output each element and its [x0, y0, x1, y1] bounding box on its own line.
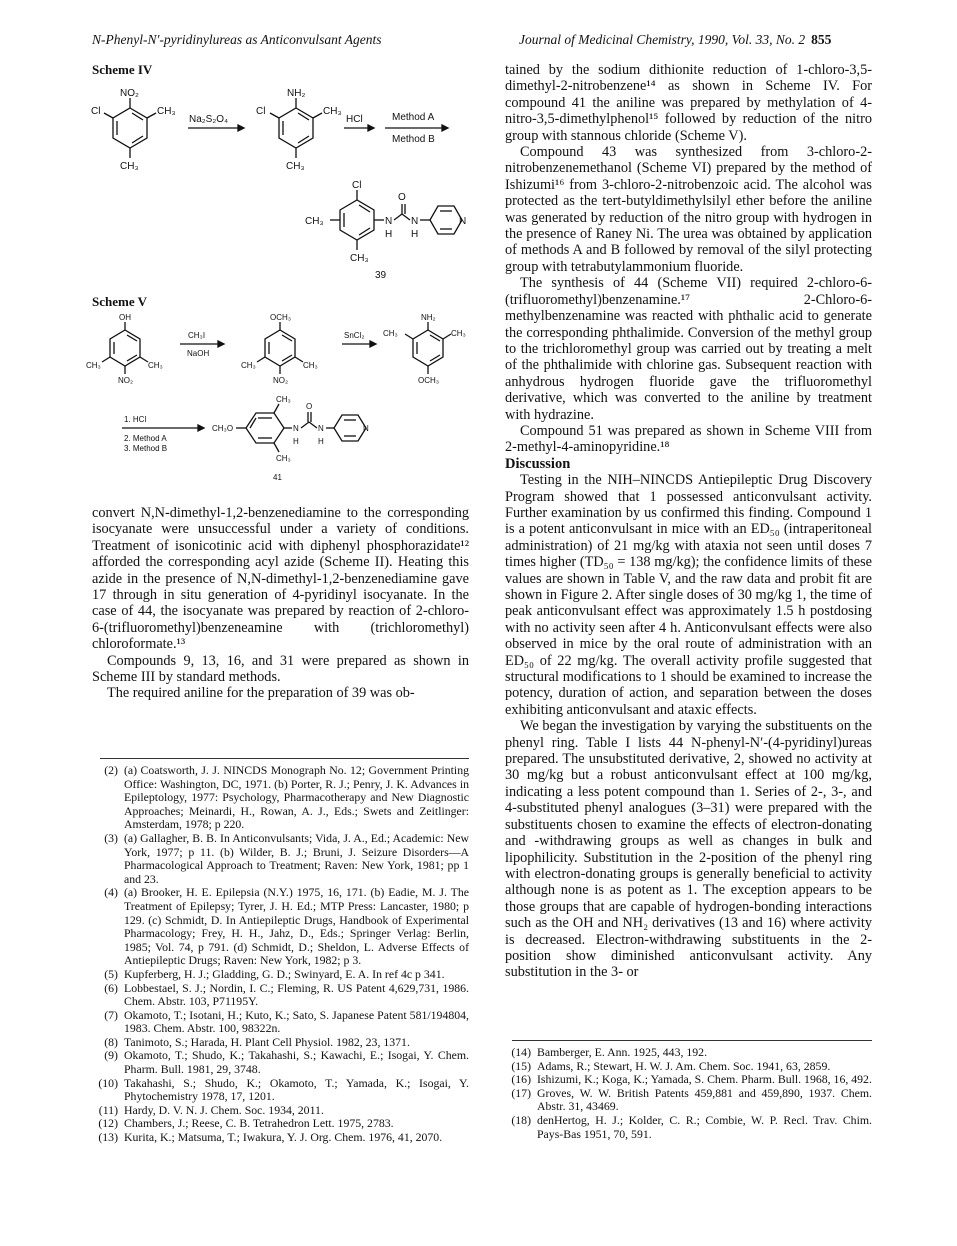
ch3-label-v8: CH₃ [276, 454, 291, 463]
reference: (2) (a) Coatsworth, J. J. NINCDS Monograph No. 12; Government Printing Office: Washington, DC, 1971. (b) Porter, R. J.; Penry, J. K. Advances in Epileptology, 1977: Psychology, Pharmacotherapy and New Diagnostic Approaches; Meinardi, H., Rowan, A. J., Eds.; Swets and Zeitlinger: Amsterdam, 1978; p 220. [104, 763, 469, 832]
reference: (14) Bamberger, E. Ann. 1925, 443, 192. [511, 1045, 708, 1059]
reference: (7) Okamoto, T.; Isotani, H.; Kuto, K.; Sato, S. Japanese Patent 581/194804, 1983. Chem. Abstr. 100, 98322n. [104, 1007, 469, 1036]
compound-41: 41 [273, 473, 282, 482]
reference: (17) Groves, W. W. British Patents 459,881 and 459,890, 1937. Chem. Abstr. 31, 43469. [511, 1085, 872, 1114]
method-b-label: Method B [392, 134, 435, 145]
ch3-label-v3: CH₃ [241, 361, 256, 370]
reagent-ch3i: CH₃I [188, 331, 206, 340]
reference: (16) Ishizumi, K.; Koga, K.; Yamada, S. Chem. Pharm. Bull. 1968, 16, 492. [511, 1072, 872, 1087]
right-paragraph-3: The synthesis of 44 (Scheme VII) required 2-chloro-6-(trifluoromethyl)benzenamine.¹⁷ 2-Chloro-6-methylbenzenamine was reacted with phthalic acid to generate the corresponding phthalimide. Conversion of the methyl group to the trichloromethyl group was carried out by treating a melt of the phthalimide with chlorine gas. Subsequent reaction with anhydrous hydrogen fluoride gave the trifluoromethyl derivative, which was converted to the aniline by treatment with hydrazine. [505, 275, 872, 423]
reagent-naoh: NaOH [187, 349, 210, 358]
left-footnote-rule [100, 758, 469, 759]
reference: (11) Hardy, D. V. N. J. Chem. Soc. 1934, 2011. [98, 1102, 324, 1117]
left-paragraph-2: Compounds 9, 13, 16, and 31 were prepared as shown in Scheme III by standard methods. [92, 652, 469, 686]
n-label-3: N [459, 216, 467, 227]
n-label-v3: N [363, 424, 369, 433]
benzene-ring-1 [113, 108, 147, 148]
benzene-ring-2 [279, 108, 313, 148]
ch3o-label: CH₃O [212, 424, 234, 433]
scheme-iv-diagram [80, 80, 480, 280]
h-label-2: H [411, 229, 419, 240]
compound-39: 39 [375, 270, 387, 281]
scheme-v-diagram [80, 308, 480, 488]
reagent-hcl: HCl [346, 114, 363, 125]
ch3-label: CH₃ [157, 106, 176, 117]
h-label-v2: H [318, 437, 324, 446]
reference: (18) denHertog, H. J.; Kolder, C. R.; Combie, W. P. Recl. Trav. Chim. Pays-Bas 1951, 70, 591. [511, 1112, 872, 1141]
left-paragraph-3: The required aniline for the preparation of 39 was ob- [107, 685, 415, 702]
pyridine-ring [430, 206, 462, 234]
journal-citation [519, 32, 831, 48]
n-label-v: N [293, 424, 299, 433]
oh-label: OH [119, 313, 131, 322]
no2-label: NO₂ [120, 88, 139, 99]
reagent-sncl2: SnCl₂ [344, 331, 365, 340]
method-a-label: Method A [392, 112, 435, 123]
ch3-label-v7: CH₃ [276, 395, 291, 404]
h-label-v: H [293, 437, 299, 446]
o-label: O [398, 192, 406, 203]
reference: (5) Kupferberg, H. J.; Gladding, G. D.; Swinyard, E. A. In ref 4c p 341. [104, 966, 445, 981]
no2-label-v2: NO₂ [273, 376, 289, 385]
ch3-label-v5: CH₃ [383, 329, 398, 338]
reference: (12) Chambers, J.; Reese, C. B. Tetrahedron Lett. 1975, 2783. [98, 1116, 394, 1131]
step2-method-a: 2. Method A [124, 434, 167, 443]
running-title: N-Phenyl-N′-pyridinylureas as Anticonvulsant Agents [92, 32, 382, 47]
cl-label: Cl [91, 106, 101, 117]
cl-label-2: Cl [256, 106, 266, 117]
benzene-ring-3 [340, 200, 374, 240]
ch3-label-v2: CH₃ [148, 361, 163, 370]
right-paragraph-2: Compound 43 was synthesized from 3-chloro-2-nitrobenzenemethanol (Scheme VI) prepared by the method of Ishizumi¹⁶ from 3-chloro-2-nitrobenzoic acid. The alcohol was protected as the tert-butyldimethylsilyl ether before the aniline was generated by reduction of the nitro group with hydrogen in the presence of Raney Ni. The urea was obtained by application of methods A and B followed by removal of the silyl protecting group with tetrabutylammonium fluoride. [505, 144, 872, 275]
n-label-2: N [411, 216, 419, 227]
n-label: N [385, 216, 393, 227]
ch3-label-3: CH₃ [323, 106, 342, 117]
journal-name: Journal of Medicinal Chemistry, 1990, Vol. 33, No. 2 [519, 32, 806, 47]
och3-label-v2: OCH₃ [418, 376, 440, 385]
ch3-label-2: CH₃ [120, 161, 139, 172]
reference: (3) (a) Gallagher, B. B. In Anticonvulsants; Vida, J. A., Ed.; Academic: New York, 1977; p 11. (b) Wilder, B. J.; Bruni, J. Seizure Disorders—A Pharmacological Approach to Treatment; Raven: New York, 1981; pp 1 and 23. [104, 830, 469, 886]
n-label-v2: N [318, 424, 324, 433]
left-column-text [92, 505, 469, 702]
scheme-v-title: Scheme V [92, 294, 148, 309]
reference: (4) (a) Brooker, H. E. Epilepsia (N.Y.) 1975, 16, 171. (b) Eadie, M. J. The Treatment of Epilepsy; Tyrer, J. H. Ed.; MTP Press: Lancaster, 1980; p 129. (c) Schmidt, D. In Antiepileptic Drugs, Handbook of Experimental Pharmacology; Frey, H. H., Jahz, D., Eds.; Springer Verlag: Berlin, 1985; Vol. 74, p 791. (d) Schmidt, D.; Sheldon, L. Adverse Effects of Antiepileptic Drugs; Raven: New York, 1982; p 3. [104, 885, 469, 968]
right-paragraph-1: tained by the sodium dithionite reduction of 1-chloro-3,5-dimethyl-2-nitrobenzene¹⁴ as shown in Scheme IV. For compound 41 the aniline was prepared by methylation of 4-nitro-3,5-dimethylphenol¹⁵ followed by reduction of the nitro group with stannous chloride (Scheme V). [505, 62, 872, 144]
cl-label-3: Cl [352, 180, 362, 191]
reference: (6) Lobbestael, S. J.; Nordin, I. C.; Fleming, R. US Patent 4,629,731, 1986. Chem. Abstr. 103, P71195Y. [104, 980, 469, 1009]
step1-hcl: 1. HCl [124, 415, 147, 424]
step3-method-b: 3. Method B [124, 444, 168, 453]
page-number: 855 [811, 32, 832, 47]
ch3-label-4: CH₃ [286, 161, 305, 172]
ch3-label-6: CH₃ [305, 216, 324, 227]
h-label: H [385, 229, 393, 240]
reference: (8) Tanimoto, S.; Harada, H. Plant Cell Physiol. 1982, 23, 1371. [104, 1034, 410, 1049]
reference: (9) Okamoto, T.; Shudo, K.; Takahashi, S.; Kawachi, E.; Isogai, Y. Chem. Pharm. Bull. 1981, 29, 3748. [104, 1048, 469, 1077]
ch3-label-v1: CH₃ [86, 361, 101, 370]
reagent-na2s2o4: Na₂S₂O₄ [189, 114, 229, 125]
reference: (15) Adams, R.; Stewart, H. W. J. Am. Chem. Soc. 1941, 63, 2859. [511, 1058, 831, 1073]
o-label-v: O [306, 402, 313, 411]
right-paragraph-4: Compound 51 was prepared as shown in Scheme VIII from 2-methyl-4-aminopyridine.¹⁸ [505, 422, 872, 456]
discussion-heading: Discussion [505, 455, 571, 472]
right-paragraph-5: Testing in the NIH–NINCDS Antiepileptic Drug Discovery Program showed that 1 possessed anticonvulsant activity. Further examination by us confirmed this finding. Compound 1 is a potent anticonvulsant in mice with an ED₅₀ (intraperitoneal administration) of 21 mg/kg with ataxia not seen until doses 7 times higher (TD₅₀ = 138 mg/kg); the confidence limits of these values are shown in Table V, and the raw data and probit fit are shown in Figure 2. After single doses of 30 mg/kg 1, the time of peak anticonvulsant effect was approximately 1.5 h postdosing with no activity seen after 4 h. Anticonvulsant effects were also observed in mice by the oral route of administration with an ED₅₀ of 22 mg/kg. The overall activity profile suggested that structural modifications to 1 should be examined to increase the potency, duration of action, and separation between the doses exhibiting anticonvulsant and ataxic effects. [505, 472, 872, 718]
reference: (10) Takahashi, S.; Shudo, K.; Okamoto, T.; Yamada, K.; Isogai, Y. Phytochemistry 1978, 17, 1201. [98, 1075, 469, 1104]
no2-label-v: NO₂ [118, 376, 134, 385]
ch3-label-5: CH₃ [350, 253, 369, 264]
pyridine-ring-v [334, 415, 366, 441]
ch3-label-v6: CH₃ [451, 329, 466, 338]
right-paragraph-6: We began the investigation by varying the substituents on the phenyl ring. Table I lists 44 N-phenyl-N′-(4-pyridinyl)ureas prepared. The unsubstituted derivative, 2, showed no activity at 30 mg/kg but a robust anticonvulsant effect at 100 mg/kg, indicating a less potent compound than 1. Series of 2-, 3-, and 4-substituted phenyl analogues (3–31) were prepared with the substituents chosen to examine the effects of electron-donating and -withdrawing groups as well as changes in bulk and lipophilicity. Substitution in the 2-position of the phenyl ring with electron-donating groups is generally beneficial to activity although none is as potent as 1. The exception appears to be those groups that are capable of hydrogen-bonding interactions such as the OH and NH₂ derivatives (13 and 16) where activity is decreased. Electron-withdrawing substituents in the 2-position show diminished anticonvulsant activity. Any substitution in the 3- or [505, 718, 872, 981]
left-references [92, 764, 469, 1145]
nh2-label: NH₂ [287, 88, 306, 99]
scheme-iv-title: Scheme IV [92, 62, 153, 77]
reference: (13) Kurita, K.; Matsuma, T.; Iwakura, Y. J. Org. Chem. 1976, 41, 2070. [98, 1130, 443, 1145]
ch3-label-v4: CH₃ [303, 361, 318, 370]
right-footnote-rule [512, 1040, 872, 1041]
right-references [505, 1046, 872, 1141]
nh2-label-v: NH₂ [421, 313, 436, 322]
left-paragraph-1: convert N,N-dimethyl-1,2-benzenediamine to the corresponding isocyanate were unsuccessful under a variety of conditions. Treatment of isonicotinic acid with diphenyl phosphorazidate¹² afforded the corresponding acyl azide (Scheme II). Heating this azide in the presence of N,N-dimethyl-1,2-benzenediamine gave 17 through in situ generation of 4-pyridinyl isocyanate. In the case of 44, the isocyanate was prepared by reaction of 2-chloro-6-(trifluoromethyl)benzeneamine with (trichloromethyl) chloroformate.¹³ [92, 505, 469, 653]
right-column-text [505, 62, 872, 981]
och3-label: OCH₃ [270, 313, 292, 322]
